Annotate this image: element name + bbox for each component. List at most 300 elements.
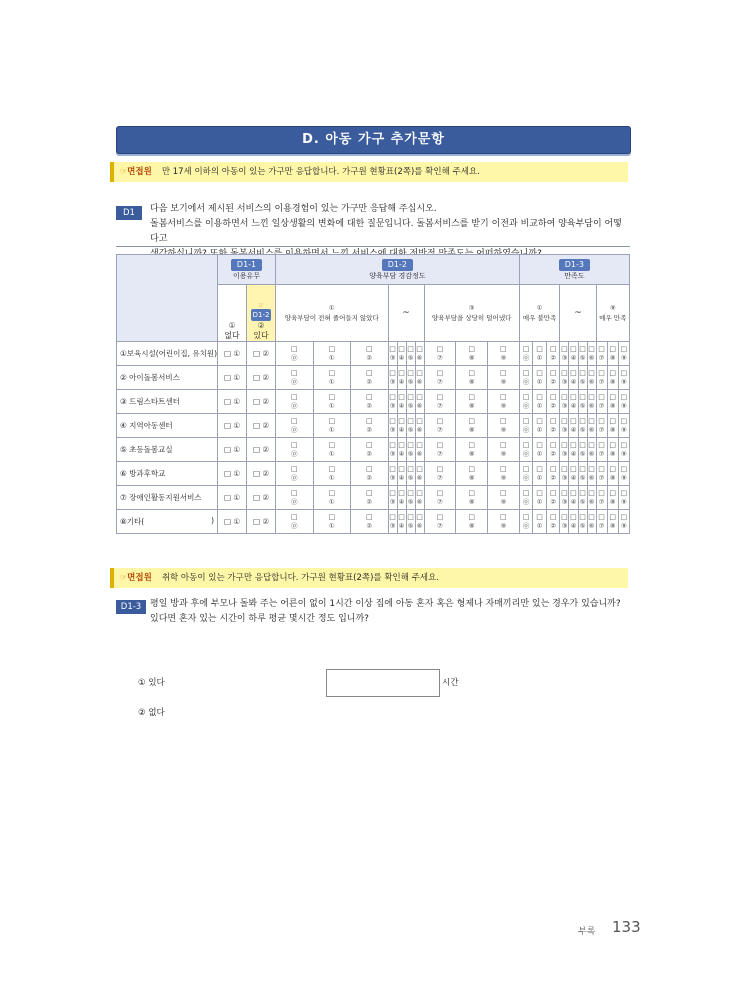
scale2-option[interactable] xyxy=(313,510,350,534)
scale2-option[interactable] xyxy=(406,438,415,462)
checkbox-icon[interactable]: □ xyxy=(290,488,298,497)
scale2-option[interactable] xyxy=(313,438,350,462)
checkbox-icon[interactable]: □ xyxy=(561,488,568,497)
checkbox-icon[interactable]: □ xyxy=(468,368,475,377)
scale3-option[interactable] xyxy=(618,462,629,486)
scale3-option[interactable] xyxy=(546,462,560,486)
checkbox-icon[interactable]: □ xyxy=(588,416,595,425)
checkbox-icon[interactable]: □ xyxy=(570,392,577,401)
checkbox-icon[interactable]: □ xyxy=(365,440,373,449)
scale2-option[interactable] xyxy=(456,414,488,438)
scale3-option[interactable] xyxy=(546,342,560,366)
scale2-option[interactable] xyxy=(415,366,424,390)
scale2-option[interactable] xyxy=(351,462,388,486)
checkbox-icon[interactable]: □ xyxy=(579,368,586,377)
checkbox-icon[interactable]: □ xyxy=(389,392,396,401)
checkbox-icon[interactable]: □ xyxy=(407,392,414,401)
checkbox-icon[interactable]: □ xyxy=(579,416,586,425)
scale3-option[interactable] xyxy=(533,438,547,462)
scale3-option[interactable] xyxy=(618,342,629,366)
scale3-option[interactable] xyxy=(578,486,587,510)
scale2-option[interactable] xyxy=(397,462,406,486)
checkbox-icon[interactable]: □ xyxy=(620,488,628,497)
checkbox-icon[interactable]: □ xyxy=(389,344,396,353)
checkbox-icon[interactable]: □ xyxy=(598,368,605,377)
scale2-option[interactable] xyxy=(424,438,456,462)
checkbox-icon[interactable]: □ xyxy=(468,488,475,497)
checkbox-icon[interactable]: □ xyxy=(549,512,557,521)
option-yes-checkbox[interactable]: □ ② xyxy=(247,510,276,534)
scale3-option[interactable] xyxy=(607,438,618,462)
checkbox-icon[interactable]: □ xyxy=(468,512,475,521)
checkbox-icon[interactable]: □ xyxy=(290,392,298,401)
checkbox-icon[interactable]: □ xyxy=(407,440,414,449)
checkbox-icon[interactable]: □ xyxy=(290,416,298,425)
scale3-option[interactable] xyxy=(519,342,533,366)
scale3-option[interactable] xyxy=(587,342,596,366)
scale3-option[interactable] xyxy=(596,366,607,390)
checkbox-icon[interactable]: □ xyxy=(522,464,530,473)
checkbox-icon[interactable]: □ xyxy=(290,440,298,449)
scale3-option[interactable] xyxy=(546,390,560,414)
option-none-checkbox[interactable]: □ ① xyxy=(218,366,247,390)
checkbox-icon[interactable]: □ xyxy=(620,464,628,473)
checkbox-icon[interactable]: □ xyxy=(500,368,507,377)
scale3-option[interactable] xyxy=(596,438,607,462)
checkbox-icon[interactable]: □ xyxy=(522,368,530,377)
scale3-option[interactable] xyxy=(607,390,618,414)
checkbox-icon[interactable]: □ xyxy=(389,488,396,497)
scale2-option[interactable] xyxy=(456,366,488,390)
checkbox-icon[interactable]: □ xyxy=(579,464,586,473)
checkbox-icon[interactable]: □ xyxy=(328,464,336,473)
checkbox-icon[interactable]: □ xyxy=(570,464,577,473)
scale3-option[interactable] xyxy=(607,366,618,390)
checkbox-icon[interactable]: □ xyxy=(561,416,568,425)
checkbox-icon[interactable]: □ xyxy=(522,440,530,449)
checkbox-icon[interactable]: □ xyxy=(436,416,444,425)
scale3-option[interactable] xyxy=(596,462,607,486)
scale2-option[interactable] xyxy=(406,486,415,510)
scale3-option[interactable] xyxy=(533,510,547,534)
scale3-option[interactable] xyxy=(607,486,618,510)
scale2-option[interactable] xyxy=(276,414,313,438)
option-yes-checkbox[interactable]: □ ② xyxy=(247,438,276,462)
scale3-option[interactable] xyxy=(596,390,607,414)
scale3-option[interactable] xyxy=(560,462,569,486)
checkbox-icon[interactable]: □ xyxy=(436,464,444,473)
scale2-option[interactable] xyxy=(276,486,313,510)
option-yes-checkbox[interactable]: □ ② xyxy=(247,390,276,414)
checkbox-icon[interactable]: □ xyxy=(549,368,557,377)
scale3-option[interactable] xyxy=(578,342,587,366)
checkbox-icon[interactable]: □ xyxy=(588,344,595,353)
checkbox-icon[interactable]: □ xyxy=(549,392,557,401)
scale2-option[interactable] xyxy=(351,414,388,438)
checkbox-icon[interactable]: □ xyxy=(416,416,423,425)
checkbox-icon[interactable]: □ xyxy=(609,392,616,401)
checkbox-icon[interactable]: □ xyxy=(598,488,605,497)
scale3-option[interactable] xyxy=(596,510,607,534)
scale3-option[interactable] xyxy=(618,390,629,414)
checkbox-icon[interactable]: □ xyxy=(389,440,396,449)
checkbox-icon[interactable]: □ xyxy=(365,488,373,497)
scale2-option[interactable] xyxy=(351,486,388,510)
scale2-option[interactable] xyxy=(488,438,520,462)
scale2-option[interactable] xyxy=(397,390,406,414)
scale2-option[interactable] xyxy=(456,390,488,414)
checkbox-icon[interactable]: □ xyxy=(407,344,414,353)
checkbox-icon[interactable]: □ xyxy=(570,416,577,425)
checkbox-icon[interactable]: □ xyxy=(365,464,373,473)
scale2-option[interactable] xyxy=(415,486,424,510)
scale3-option[interactable] xyxy=(587,438,596,462)
checkbox-icon[interactable]: □ xyxy=(436,488,444,497)
checkbox-icon[interactable]: □ xyxy=(436,344,444,353)
scale2-option[interactable] xyxy=(313,414,350,438)
checkbox-icon[interactable]: □ xyxy=(549,440,557,449)
checkbox-icon[interactable]: □ xyxy=(468,392,475,401)
checkbox-icon[interactable]: □ xyxy=(398,368,405,377)
checkbox-icon[interactable]: □ xyxy=(468,416,475,425)
scale3-option[interactable] xyxy=(569,342,578,366)
scale2-option[interactable] xyxy=(456,438,488,462)
checkbox-icon[interactable]: □ xyxy=(561,464,568,473)
checkbox-icon[interactable]: □ xyxy=(620,368,628,377)
scale2-option[interactable] xyxy=(415,390,424,414)
checkbox-icon[interactable]: □ xyxy=(561,512,568,521)
checkbox-icon[interactable]: □ xyxy=(570,368,577,377)
scale3-option[interactable] xyxy=(607,462,618,486)
scale2-option[interactable] xyxy=(397,342,406,366)
scale2-option[interactable] xyxy=(406,342,415,366)
checkbox-icon[interactable]: □ xyxy=(365,416,373,425)
scale2-option[interactable] xyxy=(388,390,397,414)
scale2-option[interactable] xyxy=(456,462,488,486)
checkbox-icon[interactable]: □ xyxy=(407,368,414,377)
checkbox-icon[interactable]: □ xyxy=(500,440,507,449)
option-yes-checkbox[interactable]: □ ② xyxy=(247,342,276,366)
scale2-option[interactable] xyxy=(488,390,520,414)
scale2-option[interactable] xyxy=(397,486,406,510)
checkbox-icon[interactable]: □ xyxy=(570,440,577,449)
checkbox-icon[interactable]: □ xyxy=(598,512,605,521)
scale2-option[interactable] xyxy=(415,438,424,462)
scale2-option[interactable] xyxy=(388,510,397,534)
scale3-option[interactable] xyxy=(546,486,560,510)
checkbox-icon[interactable]: □ xyxy=(620,392,628,401)
checkbox-icon[interactable]: □ xyxy=(328,392,336,401)
scale3-option[interactable] xyxy=(587,390,596,414)
scale3-option[interactable] xyxy=(560,390,569,414)
scale3-option[interactable] xyxy=(546,438,560,462)
scale3-option[interactable] xyxy=(560,510,569,534)
scale2-option[interactable] xyxy=(313,486,350,510)
checkbox-icon[interactable]: □ xyxy=(365,392,373,401)
checkbox-icon[interactable]: □ xyxy=(407,416,414,425)
scale3-option[interactable] xyxy=(519,366,533,390)
scale3-option[interactable] xyxy=(560,414,569,438)
checkbox-icon[interactable]: □ xyxy=(588,488,595,497)
scale3-option[interactable] xyxy=(560,342,569,366)
scale2-option[interactable] xyxy=(313,390,350,414)
scale3-option[interactable] xyxy=(618,414,629,438)
checkbox-icon[interactable]: □ xyxy=(416,344,423,353)
checkbox-icon[interactable]: □ xyxy=(389,368,396,377)
scale3-option[interactable] xyxy=(560,366,569,390)
scale2-option[interactable] xyxy=(424,390,456,414)
checkbox-icon[interactable]: □ xyxy=(365,344,373,353)
scale3-option[interactable] xyxy=(546,366,560,390)
scale2-option[interactable] xyxy=(424,462,456,486)
scale2-option[interactable] xyxy=(406,390,415,414)
scale2-option[interactable] xyxy=(276,438,313,462)
checkbox-icon[interactable]: □ xyxy=(588,464,595,473)
scale3-option[interactable] xyxy=(569,414,578,438)
scale2-option[interactable] xyxy=(351,438,388,462)
scale3-option[interactable] xyxy=(607,414,618,438)
scale2-option[interactable] xyxy=(406,510,415,534)
scale3-option[interactable] xyxy=(618,438,629,462)
checkbox-icon[interactable]: □ xyxy=(536,488,543,497)
checkbox-icon[interactable]: □ xyxy=(500,344,507,353)
scale2-option[interactable] xyxy=(488,366,520,390)
scale3-option[interactable] xyxy=(533,342,547,366)
checkbox-icon[interactable]: □ xyxy=(620,416,628,425)
checkbox-icon[interactable]: □ xyxy=(290,344,298,353)
checkbox-icon[interactable]: □ xyxy=(588,392,595,401)
scale3-option[interactable] xyxy=(519,390,533,414)
checkbox-icon[interactable]: □ xyxy=(522,512,530,521)
scale3-option[interactable] xyxy=(587,510,596,534)
scale3-option[interactable] xyxy=(578,366,587,390)
scale3-option[interactable] xyxy=(587,414,596,438)
scale3-option[interactable] xyxy=(533,366,547,390)
checkbox-icon[interactable]: □ xyxy=(416,464,423,473)
scale3-option[interactable] xyxy=(569,462,578,486)
scale2-option[interactable] xyxy=(313,342,350,366)
checkbox-icon[interactable]: □ xyxy=(328,368,336,377)
scale2-option[interactable] xyxy=(388,342,397,366)
checkbox-icon[interactable]: □ xyxy=(290,464,298,473)
scale3-option[interactable] xyxy=(519,510,533,534)
scale3-option[interactable] xyxy=(618,486,629,510)
checkbox-icon[interactable]: □ xyxy=(398,392,405,401)
scale2-option[interactable] xyxy=(406,414,415,438)
scale2-option[interactable] xyxy=(397,438,406,462)
checkbox-icon[interactable]: □ xyxy=(536,440,543,449)
checkbox-icon[interactable]: □ xyxy=(398,464,405,473)
scale3-option[interactable] xyxy=(546,510,560,534)
scale3-option[interactable] xyxy=(596,342,607,366)
scale3-option[interactable] xyxy=(578,438,587,462)
checkbox-icon[interactable]: □ xyxy=(561,392,568,401)
scale2-option[interactable] xyxy=(313,366,350,390)
checkbox-icon[interactable]: □ xyxy=(561,368,568,377)
scale2-option[interactable] xyxy=(424,510,456,534)
checkbox-icon[interactable]: □ xyxy=(328,440,336,449)
checkbox-icon[interactable]: □ xyxy=(398,488,405,497)
scale2-option[interactable] xyxy=(488,342,520,366)
scale2-option[interactable] xyxy=(276,510,313,534)
checkbox-icon[interactable]: □ xyxy=(536,368,543,377)
scale3-option[interactable] xyxy=(569,486,578,510)
checkbox-icon[interactable]: □ xyxy=(598,392,605,401)
checkbox-icon[interactable]: □ xyxy=(579,392,586,401)
scale3-option[interactable] xyxy=(596,414,607,438)
scale2-option[interactable] xyxy=(351,510,388,534)
checkbox-icon[interactable]: □ xyxy=(522,416,530,425)
scale3-option[interactable] xyxy=(569,390,578,414)
scale2-option[interactable] xyxy=(406,462,415,486)
scale3-option[interactable] xyxy=(569,438,578,462)
scale2-option[interactable] xyxy=(415,510,424,534)
checkbox-icon[interactable]: □ xyxy=(549,464,557,473)
scale2-option[interactable] xyxy=(388,462,397,486)
checkbox-icon[interactable]: □ xyxy=(290,368,298,377)
checkbox-icon[interactable]: □ xyxy=(609,440,616,449)
option-none-checkbox[interactable]: □ ① xyxy=(218,414,247,438)
checkbox-icon[interactable]: □ xyxy=(416,488,423,497)
scale3-option[interactable] xyxy=(587,366,596,390)
option-none-checkbox[interactable]: □ ① xyxy=(218,486,247,510)
answer-no-label[interactable]: ② 없다 xyxy=(138,708,165,718)
checkbox-icon[interactable]: □ xyxy=(609,368,616,377)
scale3-option[interactable] xyxy=(533,414,547,438)
option-yes-checkbox[interactable]: □ ② xyxy=(247,462,276,486)
scale2-option[interactable] xyxy=(397,366,406,390)
checkbox-icon[interactable]: □ xyxy=(549,488,557,497)
checkbox-icon[interactable]: □ xyxy=(598,440,605,449)
checkbox-icon[interactable]: □ xyxy=(609,464,616,473)
scale3-option[interactable] xyxy=(596,486,607,510)
checkbox-icon[interactable]: □ xyxy=(536,512,543,521)
checkbox-icon[interactable]: □ xyxy=(570,344,577,353)
scale2-option[interactable] xyxy=(388,486,397,510)
checkbox-icon[interactable]: □ xyxy=(588,368,595,377)
checkbox-icon[interactable]: □ xyxy=(389,464,396,473)
scale3-option[interactable] xyxy=(587,486,596,510)
scale3-option[interactable] xyxy=(560,438,569,462)
scale2-option[interactable] xyxy=(397,510,406,534)
checkbox-icon[interactable]: □ xyxy=(328,488,336,497)
checkbox-icon[interactable]: □ xyxy=(328,416,336,425)
scale2-option[interactable] xyxy=(456,342,488,366)
scale2-option[interactable] xyxy=(488,414,520,438)
scale2-option[interactable] xyxy=(424,342,456,366)
checkbox-icon[interactable]: □ xyxy=(328,344,336,353)
checkbox-icon[interactable]: □ xyxy=(536,344,543,353)
scale3-option[interactable] xyxy=(569,366,578,390)
scale2-option[interactable] xyxy=(388,414,397,438)
option-none-checkbox[interactable]: □ ① xyxy=(218,390,247,414)
checkbox-icon[interactable]: □ xyxy=(398,512,405,521)
scale3-option[interactable] xyxy=(578,414,587,438)
scale2-option[interactable] xyxy=(276,390,313,414)
scale2-option[interactable] xyxy=(388,438,397,462)
scale2-option[interactable] xyxy=(351,390,388,414)
checkbox-icon[interactable]: □ xyxy=(609,488,616,497)
scale3-option[interactable] xyxy=(578,510,587,534)
scale3-option[interactable] xyxy=(533,390,547,414)
checkbox-icon[interactable]: □ xyxy=(468,440,475,449)
scale2-option[interactable] xyxy=(276,366,313,390)
checkbox-icon[interactable]: □ xyxy=(328,512,336,521)
scale2-option[interactable] xyxy=(351,366,388,390)
option-none-checkbox[interactable]: □ ① xyxy=(218,438,247,462)
checkbox-icon[interactable]: □ xyxy=(407,464,414,473)
checkbox-icon[interactable]: □ xyxy=(416,392,423,401)
scale2-option[interactable] xyxy=(276,342,313,366)
scale2-option[interactable] xyxy=(488,486,520,510)
checkbox-icon[interactable]: □ xyxy=(536,416,543,425)
checkbox-icon[interactable]: □ xyxy=(500,392,507,401)
scale2-option[interactable] xyxy=(424,414,456,438)
scale2-option[interactable] xyxy=(406,366,415,390)
checkbox-icon[interactable]: □ xyxy=(536,464,543,473)
checkbox-icon[interactable]: □ xyxy=(468,464,475,473)
scale2-option[interactable] xyxy=(456,486,488,510)
checkbox-icon[interactable]: □ xyxy=(398,344,405,353)
checkbox-icon[interactable]: □ xyxy=(579,440,586,449)
checkbox-icon[interactable]: □ xyxy=(500,464,507,473)
checkbox-icon[interactable]: □ xyxy=(389,416,396,425)
checkbox-icon[interactable]: □ xyxy=(436,512,444,521)
scale2-option[interactable] xyxy=(276,462,313,486)
scale2-option[interactable] xyxy=(424,486,456,510)
checkbox-icon[interactable]: □ xyxy=(536,392,543,401)
scale2-option[interactable] xyxy=(488,462,520,486)
checkbox-icon[interactable]: □ xyxy=(609,512,616,521)
scale3-option[interactable] xyxy=(560,486,569,510)
checkbox-icon[interactable]: □ xyxy=(500,488,507,497)
checkbox-icon[interactable]: □ xyxy=(522,344,530,353)
checkbox-icon[interactable]: □ xyxy=(561,440,568,449)
scale2-option[interactable] xyxy=(351,342,388,366)
scale2-option[interactable] xyxy=(415,462,424,486)
checkbox-icon[interactable]: □ xyxy=(522,392,530,401)
scale2-option[interactable] xyxy=(397,414,406,438)
checkbox-icon[interactable]: □ xyxy=(500,512,507,521)
checkbox-icon[interactable]: □ xyxy=(416,368,423,377)
option-none-checkbox[interactable]: □ ① xyxy=(218,342,247,366)
checkbox-icon[interactable]: □ xyxy=(549,416,557,425)
option-yes-checkbox[interactable]: □ ② xyxy=(247,414,276,438)
checkbox-icon[interactable]: □ xyxy=(436,368,444,377)
checkbox-icon[interactable]: □ xyxy=(570,488,577,497)
scale3-option[interactable] xyxy=(578,390,587,414)
scale3-option[interactable] xyxy=(533,486,547,510)
checkbox-icon[interactable]: □ xyxy=(436,392,444,401)
scale2-option[interactable] xyxy=(313,462,350,486)
scale3-option[interactable] xyxy=(578,462,587,486)
checkbox-icon[interactable]: □ xyxy=(620,344,628,353)
scale3-option[interactable] xyxy=(519,414,533,438)
option-none-checkbox[interactable]: □ ① xyxy=(218,462,247,486)
scale3-option[interactable] xyxy=(587,462,596,486)
scale3-option[interactable] xyxy=(607,342,618,366)
checkbox-icon[interactable]: □ xyxy=(407,488,414,497)
option-yes-checkbox[interactable]: □ ② xyxy=(247,486,276,510)
checkbox-icon[interactable]: □ xyxy=(598,464,605,473)
scale3-option[interactable] xyxy=(618,366,629,390)
checkbox-icon[interactable]: □ xyxy=(500,416,507,425)
scale3-option[interactable] xyxy=(533,462,547,486)
scale3-option[interactable] xyxy=(607,510,618,534)
hours-input[interactable] xyxy=(326,669,440,697)
checkbox-icon[interactable]: □ xyxy=(398,440,405,449)
checkbox-icon[interactable]: □ xyxy=(561,344,568,353)
